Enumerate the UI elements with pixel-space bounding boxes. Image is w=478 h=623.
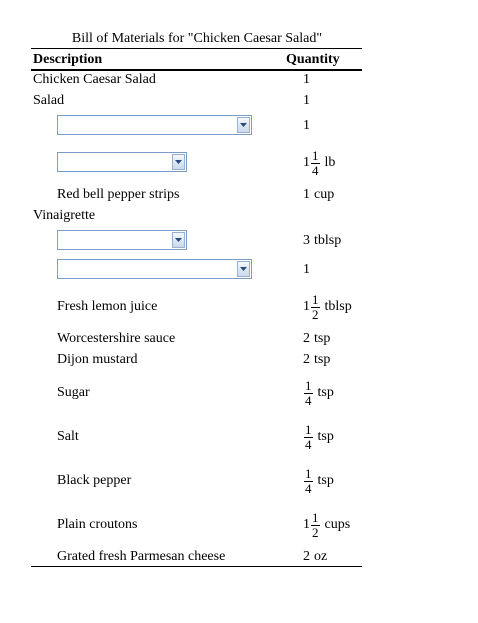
- item-description: Salad: [33, 93, 65, 108]
- fraction-numerator: 1: [312, 291, 319, 307]
- quantity-unit: cups: [324, 517, 351, 532]
- quantity-whole: 1: [303, 118, 310, 133]
- quantity-unit: tsp: [314, 352, 331, 367]
- chevron-down-icon[interactable]: [172, 232, 185, 248]
- item-description: Salt: [57, 429, 79, 444]
- quantity-unit: lb: [324, 155, 336, 170]
- item-description: Chicken Caesar Salad: [33, 72, 156, 87]
- bottom-rule: [31, 566, 362, 567]
- chevron-down-icon[interactable]: [237, 261, 250, 277]
- item-description: Worcestershire sauce: [57, 331, 176, 346]
- quantity-unit: oz: [314, 549, 328, 564]
- item-quantity: [303, 548, 327, 566]
- quantity-whole: 2: [303, 549, 310, 564]
- quantity-whole: 1: [303, 72, 310, 87]
- item-select[interactable]: [57, 152, 187, 172]
- fraction-numerator: 1: [312, 509, 319, 525]
- item-description: Vinaigrette: [33, 208, 96, 223]
- title-rule: [31, 48, 362, 49]
- header-quantity: Quantity: [286, 52, 340, 67]
- quantity-unit: tblsp: [314, 233, 342, 248]
- quantity-fraction: [311, 149, 320, 178]
- item-select[interactable]: [57, 115, 252, 135]
- item-description: Sugar: [57, 385, 90, 400]
- item-quantity: [303, 146, 335, 180]
- quantity-unit: tsp: [317, 429, 334, 444]
- quantity-whole: 3: [303, 233, 310, 248]
- quantity-unit: tsp: [317, 473, 334, 488]
- fraction-numerator: 1: [312, 147, 319, 163]
- quantity-fraction: [304, 467, 313, 496]
- chevron-down-icon[interactable]: [237, 117, 250, 133]
- header-rule: [31, 69, 362, 71]
- item-quantity: [303, 376, 334, 410]
- fraction-denominator: 4: [305, 392, 312, 408]
- item-quantity: [303, 464, 334, 498]
- item-select[interactable]: [57, 230, 187, 250]
- quantity-whole: 2: [303, 331, 310, 346]
- quantity-unit: tsp: [317, 385, 334, 400]
- quantity-whole: 1: [303, 93, 310, 108]
- item-quantity: [303, 92, 310, 110]
- fraction-numerator: 1: [305, 377, 312, 393]
- quantity-unit: cup: [314, 187, 335, 202]
- document-title: Bill of Materials for "Chicken Caesar Salad": [71, 31, 323, 46]
- item-quantity: [303, 71, 310, 89]
- quantity-fraction: [311, 293, 320, 322]
- fraction-denominator: 4: [305, 480, 312, 496]
- item-quantity: [303, 351, 330, 369]
- item-quantity: [303, 330, 330, 348]
- fraction-numerator: 1: [305, 421, 312, 437]
- quantity-whole: 2: [303, 352, 310, 367]
- fraction-numerator: 1: [305, 465, 312, 481]
- item-description: Grated fresh Parmesan cheese: [57, 549, 226, 564]
- item-quantity: [303, 508, 350, 542]
- quantity-fraction: [304, 379, 313, 408]
- quantity-whole: 1: [303, 262, 310, 277]
- fraction-denominator: 2: [312, 524, 319, 540]
- quantity-whole: 1: [303, 187, 310, 202]
- quantity-unit: tblsp: [324, 299, 352, 314]
- quantity-whole: 1: [303, 155, 310, 170]
- quantity-whole: 1: [303, 517, 310, 532]
- quantity-fraction: [311, 511, 320, 540]
- quantity-fraction: [304, 423, 313, 452]
- fraction-denominator: 4: [305, 436, 312, 452]
- item-description: Black pepper: [57, 473, 132, 488]
- item-description: Dijon mustard: [57, 352, 138, 367]
- quantity-unit: tsp: [314, 331, 331, 346]
- item-quantity: [303, 117, 310, 135]
- chevron-down-icon[interactable]: [172, 154, 185, 170]
- item-quantity: [303, 290, 352, 324]
- item-description: Plain croutons: [57, 517, 138, 532]
- fraction-denominator: 4: [312, 162, 319, 178]
- item-description: Fresh lemon juice: [57, 299, 158, 314]
- item-quantity: [303, 261, 310, 279]
- item-quantity: [303, 186, 334, 204]
- fraction-denominator: 2: [312, 306, 319, 322]
- header-description: Description: [33, 52, 103, 67]
- quantity-whole: 1: [303, 299, 310, 314]
- item-quantity: [303, 420, 334, 454]
- item-description: Red bell pepper strips: [57, 187, 180, 202]
- item-quantity: [303, 232, 341, 250]
- item-select[interactable]: [57, 259, 252, 279]
